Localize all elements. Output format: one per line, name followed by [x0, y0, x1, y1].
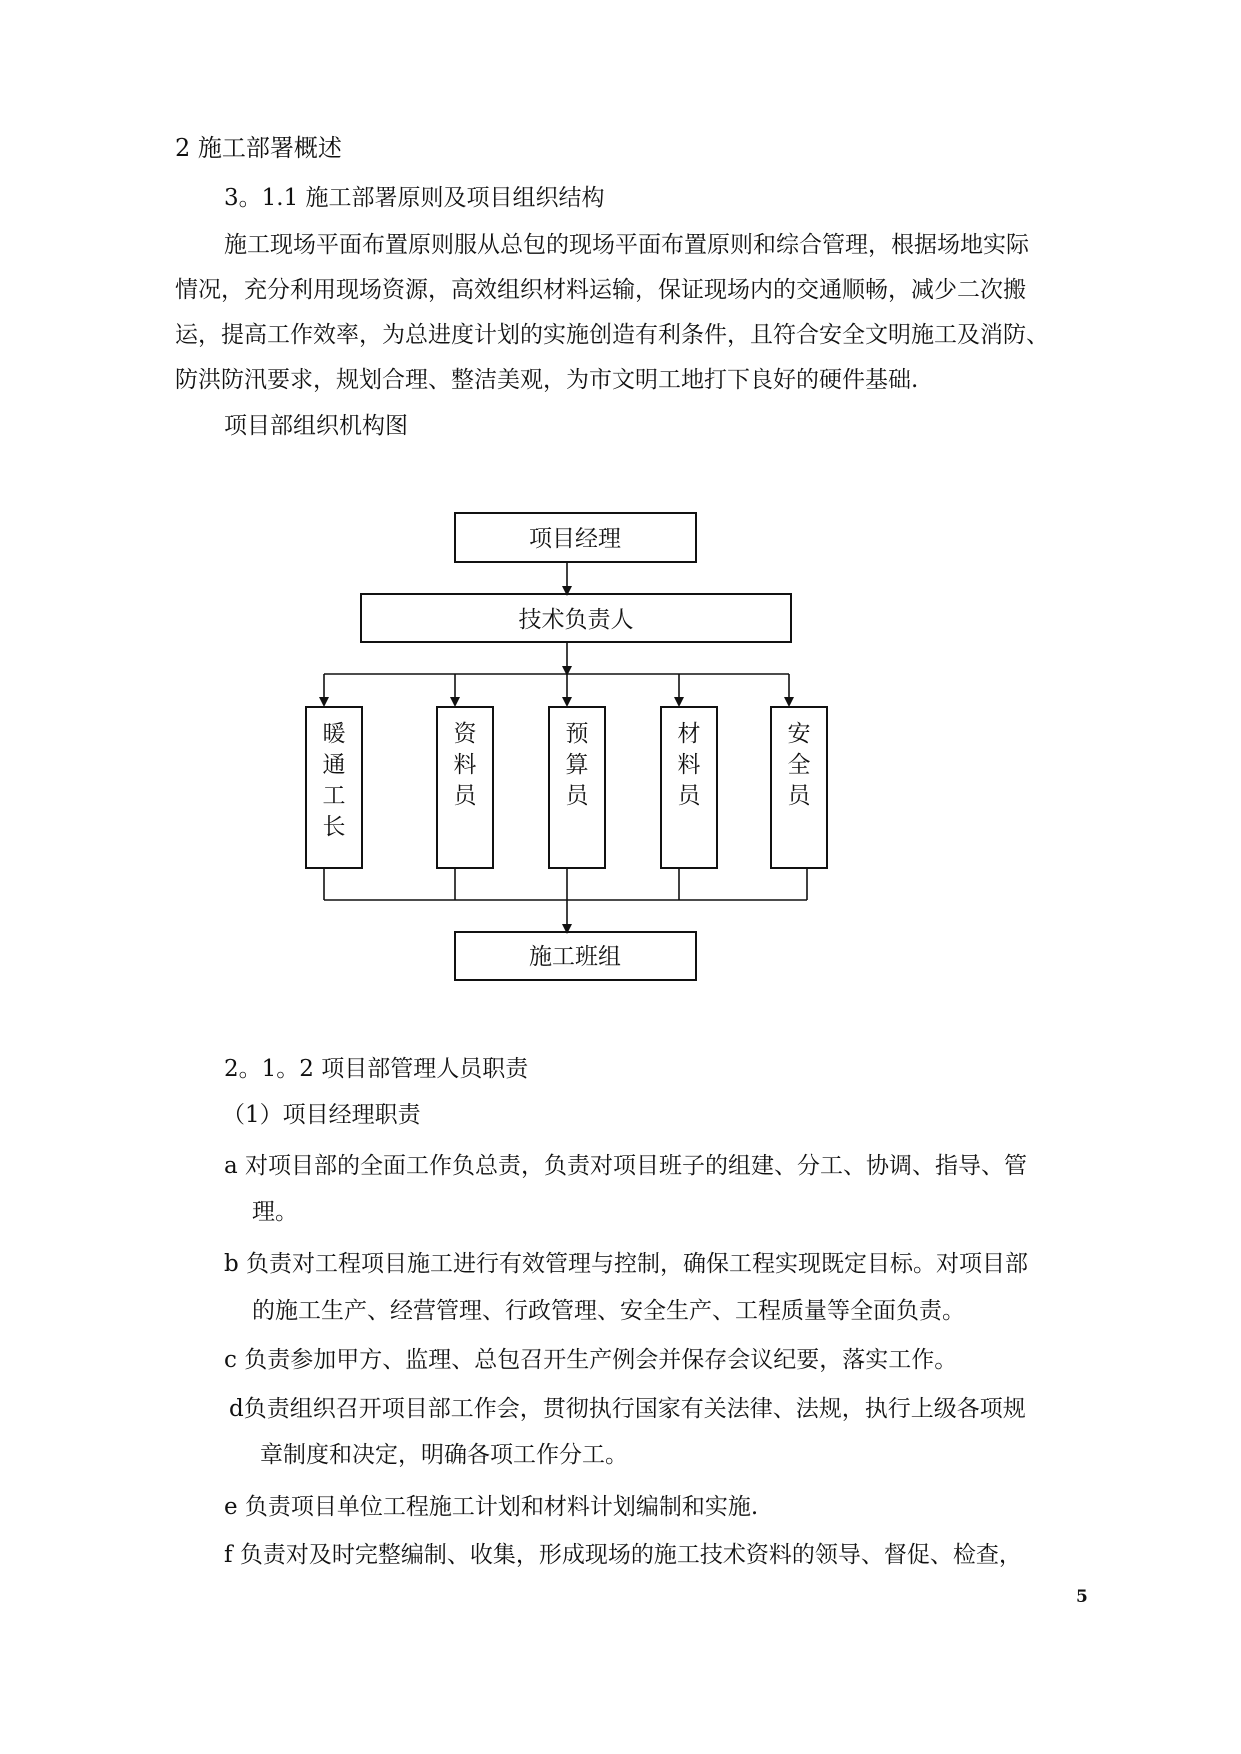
- role-char: 算: [565, 752, 589, 778]
- role-char: 员: [787, 783, 811, 809]
- duty-item-line: 章制度和决定，明确各项工作分工。: [260, 1442, 628, 1468]
- subsection-heading: 3。1.1 施工部署原则及项目组织结构: [224, 185, 605, 211]
- role-char: 工: [322, 783, 346, 809]
- duty-item-line: 的施工生产、经营管理、行政管理、安全生产、工程质量等全面负责。: [252, 1298, 965, 1324]
- org-box-project-manager-label: 项目经理: [529, 526, 621, 552]
- role-char: 员: [677, 783, 701, 809]
- paragraph-line: 防洪防汛要求，规划合理、整洁美观，为市文明工地打下良好的硬件基础.: [175, 367, 919, 393]
- duty-item-line: f 负责对及时完整编制、收集，形成现场的施工技术资料的领导、督促、检查，: [224, 1542, 1022, 1568]
- role-char: 员: [565, 783, 589, 809]
- role-char: 全: [787, 752, 811, 778]
- role-char: 通: [322, 752, 346, 778]
- sub-heading: （1）项目经理职责: [222, 1102, 421, 1128]
- org-box-technical-lead-label: 技术负责人: [518, 607, 634, 633]
- role-char: 安: [787, 721, 811, 747]
- role-char: 料: [677, 752, 701, 778]
- role-char: 材: [677, 721, 701, 747]
- role-char: 长: [322, 814, 346, 840]
- paragraph-line: 施工现场平面布置原则服从总包的现场平面布置原则和综合管理，根据场地实际: [224, 232, 1029, 258]
- role-char: 员: [453, 783, 477, 809]
- paragraph-line: 情况，充分利用现场资源，高效组织材料运输，保证现场内的交通顺畅，减少二次搬: [175, 277, 1026, 303]
- role-char: 资: [453, 721, 477, 747]
- org-box-construction-team-label: 施工班组: [529, 944, 621, 970]
- role-char: 料: [453, 752, 477, 778]
- duty-item-line: 理。: [252, 1199, 298, 1225]
- role-char: 预: [565, 721, 589, 747]
- duty-item-line: d负责组织召开项目部工作会，贯彻执行国家有关法律、法规，执行上级各项规: [229, 1396, 1026, 1422]
- duty-item-line: c 负责参加甲方、监理、总包召开生产例会并保存会议纪要，落实工作。: [224, 1347, 958, 1373]
- paragraph-line: 运，提高工作效率，为总进度计划的实施创造有利条件，且符合安全文明施工及消防、: [175, 322, 1049, 348]
- duty-item-line: e 负责项目单位工程施工计划和材料计划编制和实施.: [224, 1494, 759, 1520]
- duty-item-line: b 负责对工程项目施工进行有效管理与控制，确保工程实现既定目标。对项目部: [224, 1251, 1029, 1277]
- section-heading: 2 施工部署概述: [175, 134, 342, 162]
- duty-item-line: a 对项目部的全面工作负总责，负责对项目班子的组建、分工、协调、指导、管: [224, 1153, 1028, 1179]
- org-chart-caption: 项目部组织机构图: [224, 413, 408, 439]
- page-number: 5: [1076, 1587, 1088, 1607]
- subsection-heading: 2。1。2 项目部管理人员职责: [224, 1056, 529, 1082]
- role-char: 暖: [322, 721, 346, 747]
